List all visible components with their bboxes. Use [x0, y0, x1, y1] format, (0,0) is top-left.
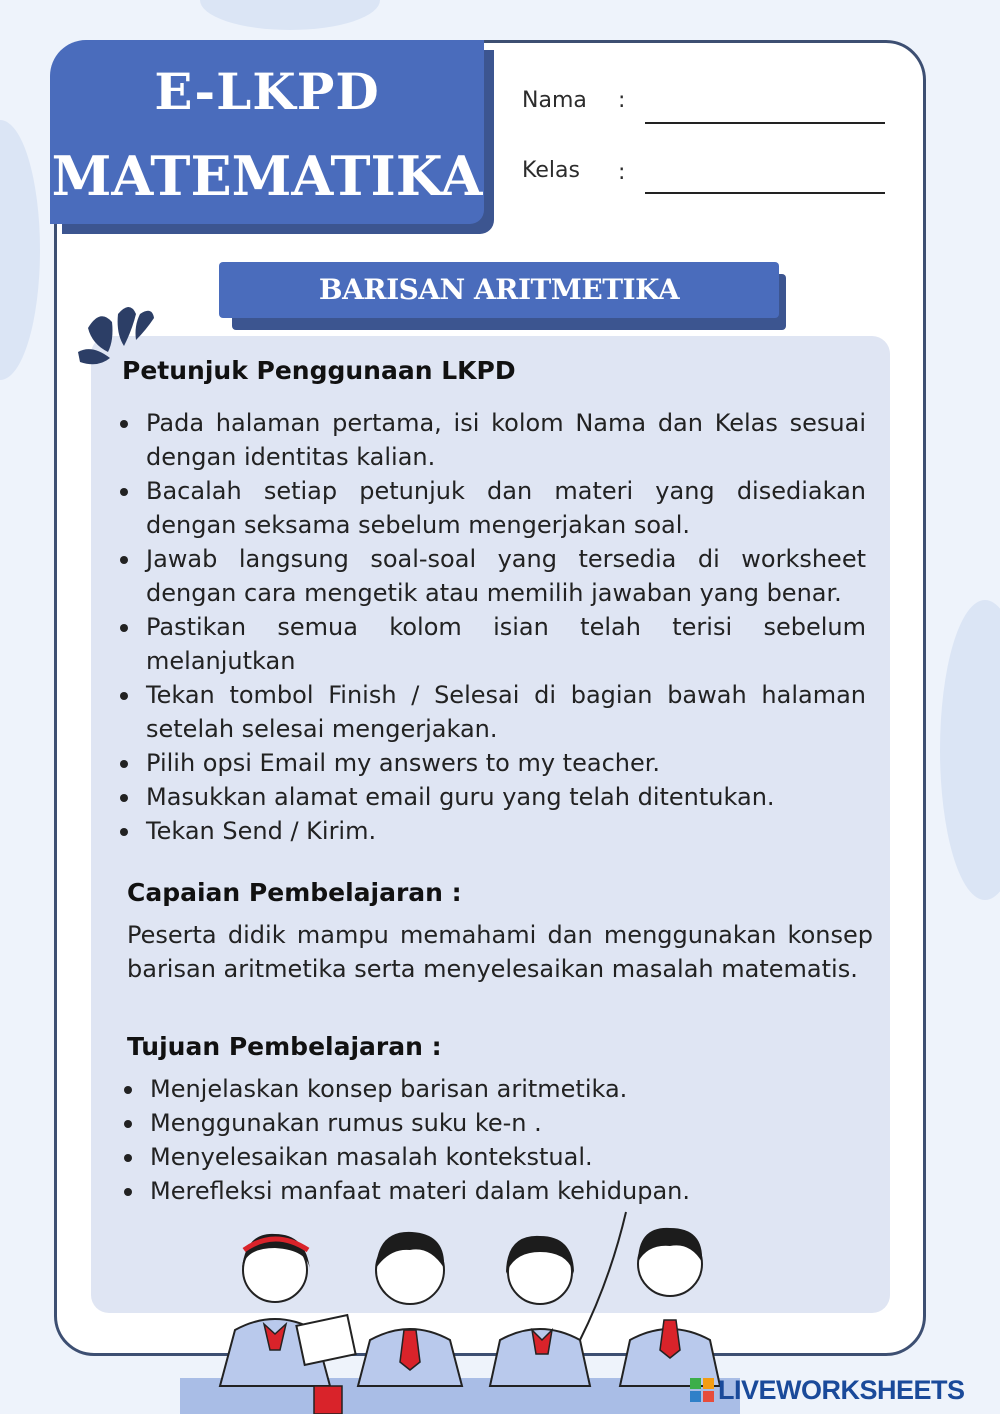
list-item: Menjelaskan konsep barisan aritmetika. — [124, 1072, 884, 1106]
list-item: Tekan Send / Kirim. — [120, 814, 866, 848]
list-item: Bacalah setiap petunjuk dan materi yang disediakan dengan seksama sebelum mengerjakan soal. — [120, 474, 866, 542]
list-item: Pastikan semua kolom isian telah terisi sebelum melanjutkan — [120, 610, 866, 678]
kelas-label: Kelas — [522, 158, 580, 183]
list-item: Jawab langsung soal-soal yang tersedia di worksheet dengan cara mengetik atau memilih jawaban yang benar. — [120, 542, 866, 610]
topic-banner: BARISAN ARITMETIKA — [219, 262, 779, 318]
nama-input-line[interactable] — [645, 122, 885, 124]
list-item: Masukkan alamat email guru yang telah ditentukan. — [120, 780, 866, 814]
title-box — [50, 40, 484, 224]
instructions-heading: Petunjuk Penggunaan LKPD — [122, 356, 516, 385]
background-splash — [940, 600, 1000, 900]
list-item: Menyelesaikan masalah kontekstual. — [124, 1140, 884, 1174]
list-item: Pilih opsi Email my answers to my teacher. — [120, 746, 866, 780]
liveworksheets-watermark — [690, 1372, 965, 1408]
nama-label: Nama — [522, 88, 587, 113]
students-illustration — [180, 1190, 740, 1414]
liveworksheets-logo-icon — [690, 1378, 714, 1402]
title-line-2: MATEMATIKA — [51, 144, 483, 208]
capaian-heading: Capaian Pembelajaran : — [127, 878, 462, 907]
kelas-input-line[interactable] — [645, 192, 885, 194]
capaian-text: Peserta didik mampu memahami dan menggunakan konsep barisan aritmetika serta menyelesaikan masalah matematis. — [127, 921, 873, 983]
list-item: Tekan tombol Finish / Selesai di bagian bawah halaman setelah selesai mengerjakan. — [120, 678, 866, 746]
background-splash — [200, 0, 380, 30]
background-splash — [0, 120, 40, 380]
kelas-colon: : — [618, 160, 626, 185]
watermark-text: LIVEWORKSHEETS — [718, 1374, 965, 1405]
instructions-list — [120, 406, 866, 848]
list-item: Merefleksi manfaat materi dalam kehidupan. — [124, 1174, 884, 1208]
tujuan-heading: Tujuan Pembelajaran : — [127, 1032, 442, 1061]
list-item: Pada halaman pertama, isi kolom Nama dan Kelas sesuai dengan identitas kalian. — [120, 406, 866, 474]
list-item: Menggunakan rumus suku ke-n . — [124, 1106, 884, 1140]
tujuan-list — [124, 1072, 884, 1208]
nama-colon: : — [618, 88, 626, 113]
title-line-1: E-LKPD — [154, 62, 380, 121]
